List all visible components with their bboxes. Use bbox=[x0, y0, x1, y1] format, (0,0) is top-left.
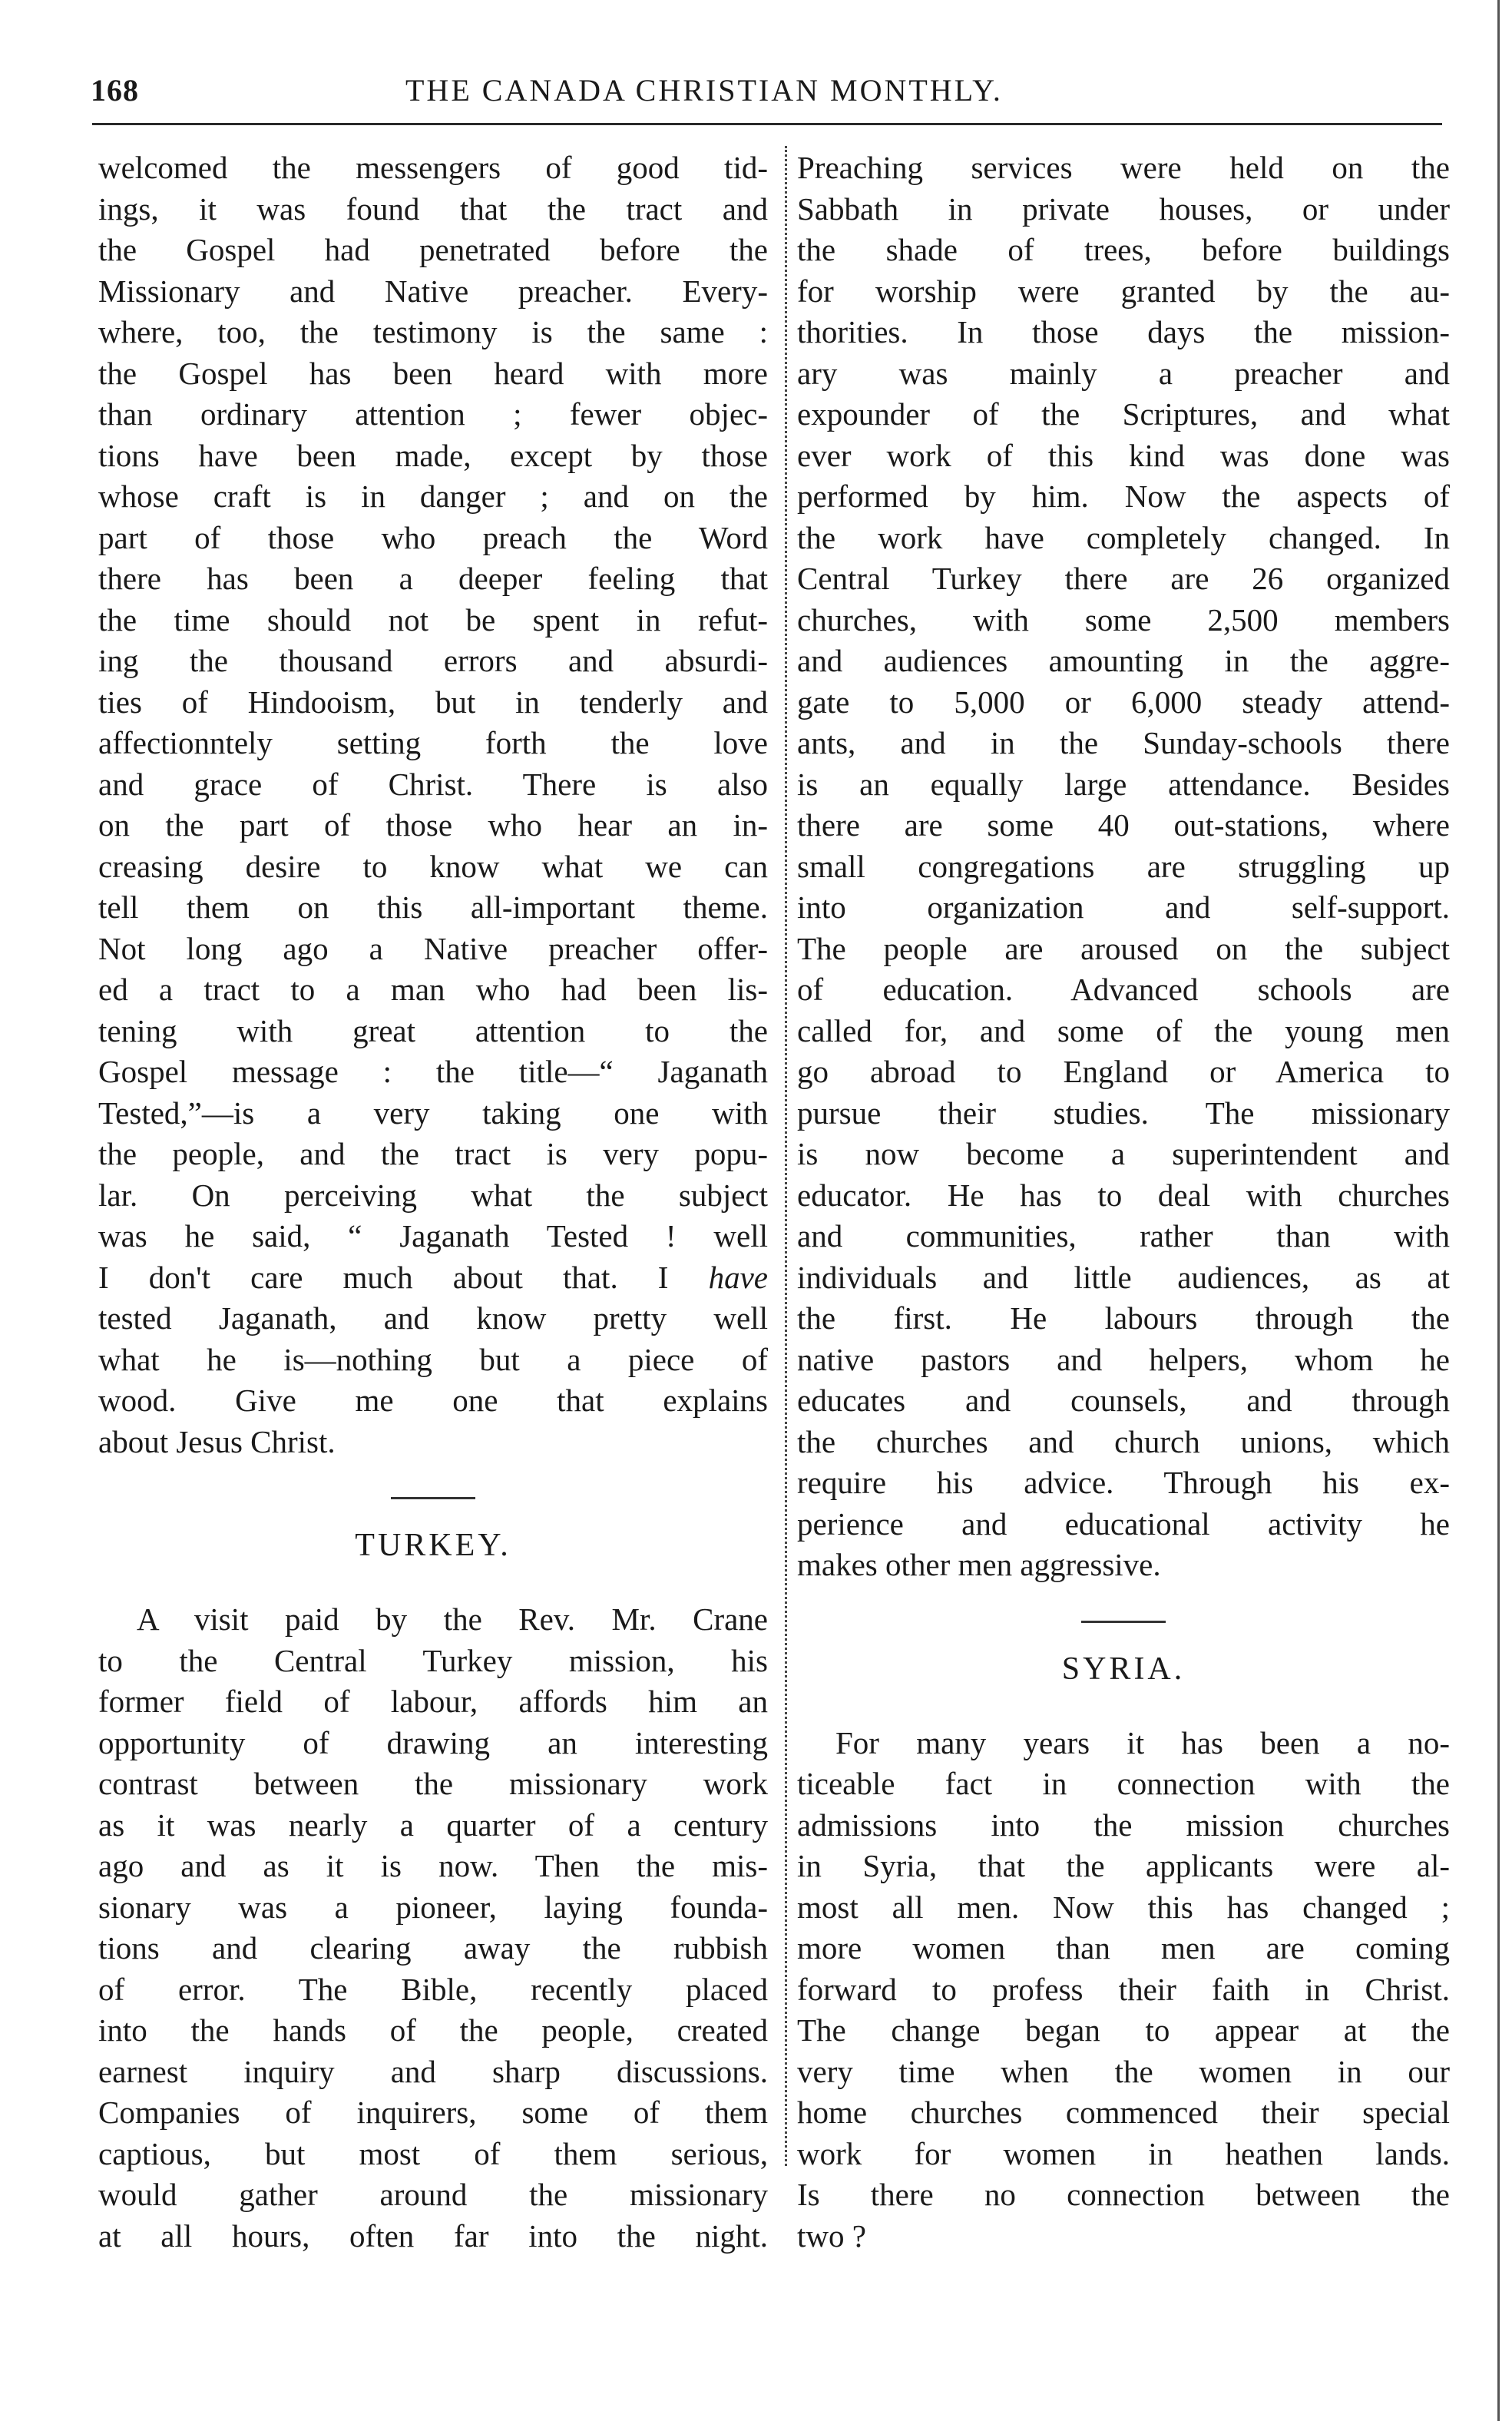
text-line: thorities. In those days the mission- bbox=[797, 314, 1450, 349]
text-line: require his advice. Through his ex- bbox=[797, 1465, 1450, 1500]
text-line: ed a tract to a man who had been lis- bbox=[98, 972, 768, 1007]
text-line: and audiences amounting in the aggre- bbox=[797, 643, 1450, 678]
text-line: Not long ago a Native preacher offer- bbox=[98, 930, 768, 966]
text-line: educates and counsels, and through bbox=[797, 1383, 1450, 1418]
text-line: called for, and some of the young men bbox=[797, 1012, 1450, 1048]
text-line: tions and clearing away the rubbish bbox=[98, 1930, 768, 1966]
text-line: individuals and little audiences, as at bbox=[797, 1259, 1450, 1295]
text-line: makes other men aggressive. bbox=[797, 1547, 1161, 1582]
text-line: Sabbath in private houses, or under bbox=[797, 190, 1450, 227]
header-rule bbox=[92, 123, 1442, 125]
text-line: there has been a deeper feeling that bbox=[98, 561, 768, 596]
text-line: part of those who preach the Word bbox=[98, 519, 768, 555]
text-line: about Jesus Christ. bbox=[98, 1423, 336, 1459]
text-line: is an equally large attendance. Besides bbox=[797, 766, 1450, 802]
section-spacer bbox=[98, 1499, 768, 1522]
turkey-article-continued bbox=[797, 147, 1450, 1586]
text-line: ticeable fact in connection with the bbox=[797, 1766, 1450, 1801]
text-line: ing the thousand errors and absurdi- bbox=[98, 643, 768, 678]
text-line: of education. Advanced schools are bbox=[797, 972, 1450, 1007]
text-line: and grace of Christ. There is also bbox=[98, 766, 768, 802]
text-line: more women than men are coming bbox=[797, 1930, 1450, 1966]
text-line: into the hands of the people, created bbox=[98, 2012, 768, 2048]
text-line: as it was nearly a quarter of a century bbox=[98, 1807, 768, 1843]
text-line: than ordinary attention ; fewer objec- bbox=[98, 396, 768, 432]
text-line: forward to profess their faith in Christ. bbox=[797, 1971, 1450, 2007]
text-line: in Syria, that the applicants were al- bbox=[797, 1848, 1450, 1883]
emphasized-word: have bbox=[708, 1259, 768, 1295]
text-line: and communities, rather than with bbox=[797, 1218, 1450, 1254]
text-line: A visit paid by the Rev. Mr. Crane bbox=[137, 1601, 768, 1637]
text-line: two ? bbox=[797, 2217, 866, 2254]
text-line: tions have been made, except by those bbox=[98, 437, 768, 473]
text-line: the work have completely changed. In bbox=[797, 519, 1450, 555]
text-line: Missionary and Native preacher. Every- bbox=[98, 273, 768, 309]
text-line: at all hours, often far into the night. bbox=[98, 2217, 768, 2254]
text-line: The change began to appear at the bbox=[797, 2012, 1450, 2048]
text-line: ties of Hindooism, but in tenderly and bbox=[98, 684, 768, 720]
text-line: tening with great attention to the bbox=[98, 1012, 768, 1048]
text-line: there are some 40 out-stations, where bbox=[797, 807, 1450, 843]
text-line: The people are aroused on the subject bbox=[797, 930, 1450, 966]
text-line: admissions into the mission churches bbox=[797, 1807, 1450, 1843]
text-line: the Gospel has been heard with more bbox=[98, 355, 768, 391]
text-line: Tested,”—is a very taking one with bbox=[98, 1095, 768, 1131]
text-line: where, too, the testimony is the same : bbox=[98, 314, 768, 349]
text-line: the Gospel had penetrated before the bbox=[98, 232, 768, 267]
text-line: the time should not be spent in refut- bbox=[98, 601, 768, 638]
text-line: the shade of trees, before buildings bbox=[797, 232, 1450, 267]
text-line: Preaching services were held on the bbox=[797, 150, 1450, 185]
text-line: expounder of the Scriptures, and what bbox=[797, 396, 1450, 432]
text-line: ants, and in the Sunday-schools there bbox=[797, 725, 1450, 760]
text-line: wood. Give me one that explains bbox=[98, 1383, 768, 1418]
page-header bbox=[91, 72, 1442, 118]
text-line: very time when the women in our bbox=[797, 2053, 1450, 2089]
right-column bbox=[797, 147, 1450, 2257]
text-line: welcomed the messengers of good tid- bbox=[98, 150, 768, 185]
text-line: churches, with some 2,500 members bbox=[797, 601, 1450, 638]
text-line: of error. The Bible, recently placed bbox=[98, 1971, 768, 2007]
text-line: educator. He has to deal with churches bbox=[797, 1177, 1450, 1213]
text-line: was he said, “ Jaganath Tested ! well bbox=[98, 1218, 768, 1254]
text-line: the churches and church unions, which bbox=[797, 1423, 1450, 1459]
text-line: creasing desire to know what we can bbox=[98, 848, 768, 884]
text-line-with-emphasis bbox=[98, 1257, 768, 1299]
text-line: into organization and self-support. bbox=[797, 889, 1450, 925]
text-line: Is there no connection between the bbox=[797, 2177, 1450, 2212]
text-line: the first. He labours through the bbox=[797, 1300, 1450, 1336]
running-title: THE CANADA CHRISTIAN MONTHLY. bbox=[405, 73, 1003, 108]
text-line: sionary was a pioneer, laying founda- bbox=[98, 1889, 768, 1925]
section-spacer bbox=[797, 1623, 1450, 1646]
page-number: 168 bbox=[91, 73, 139, 108]
text-line: performed by him. Now the aspects of bbox=[797, 479, 1450, 514]
section-heading-syria: SYRIA. bbox=[1061, 1651, 1186, 1687]
text-line: is now become a superintendent and bbox=[797, 1136, 1450, 1171]
text-line: whose craft is in danger ; and on the bbox=[98, 479, 768, 514]
column-divider bbox=[785, 146, 787, 2166]
text-line: lar. On perceiving what the subject bbox=[98, 1177, 768, 1213]
syria-article bbox=[797, 1723, 1450, 2257]
text-line: ever work of this kind was done was bbox=[797, 437, 1450, 473]
text-line: former field of labour, affords him an bbox=[98, 1684, 768, 1719]
text-line: captious, but most of them serious, bbox=[98, 2135, 768, 2171]
text-line: home churches commenced their special bbox=[797, 2095, 1450, 2130]
text-line: ary was mainly a preacher and bbox=[797, 355, 1450, 391]
text-line: most all men. Now this has changed ; bbox=[797, 1889, 1450, 1925]
section-spacer bbox=[98, 1568, 768, 1599]
text-line: ago and as it is now. Then the mis- bbox=[98, 1848, 768, 1883]
text-line: opportunity of drawing an interesting bbox=[98, 1724, 768, 1760]
text-line: on the part of those who hear an in- bbox=[98, 807, 768, 843]
text-line: For many years it has been a no- bbox=[835, 1724, 1450, 1760]
text-line: gate to 5,000 or 6,000 steady attend- bbox=[797, 684, 1450, 720]
india-continued-article bbox=[98, 147, 768, 1462]
text-line: pursue their studies. The missionary bbox=[797, 1095, 1450, 1131]
text-line: would gather around the missionary bbox=[98, 2177, 768, 2212]
text-line: earnest inquiry and sharp discussions. bbox=[98, 2053, 768, 2089]
text-line: native pastors and helpers, whom he bbox=[797, 1341, 1450, 1377]
section-spacer bbox=[797, 1692, 1450, 1723]
text-line: for worship were granted by the au- bbox=[797, 273, 1450, 309]
section-heading-turkey: TURKEY. bbox=[355, 1528, 511, 1563]
text-line: perience and educational activity he bbox=[797, 1505, 1450, 1542]
section-spacer bbox=[98, 1462, 768, 1497]
text-line: the people, and the tract is very popu- bbox=[98, 1136, 768, 1171]
text-line: affectionntely setting forth the love bbox=[98, 725, 768, 760]
text-line: go abroad to England or America to bbox=[797, 1054, 1450, 1089]
text-line: small congregations are struggling up bbox=[797, 848, 1450, 884]
text-line: tell them on this all-important theme. bbox=[98, 889, 768, 925]
section-spacer bbox=[797, 1586, 1450, 1621]
page-edge-rule bbox=[1497, 0, 1500, 2421]
text-line: ings, it was found that the tract and bbox=[98, 190, 768, 227]
text-line: work for women in heathen lands. bbox=[797, 2135, 1450, 2171]
turkey-article bbox=[98, 1599, 768, 2257]
text-line: what he is—nothing but a piece of bbox=[98, 1341, 768, 1377]
text-line: Central Turkey there are 26 organized bbox=[797, 561, 1450, 596]
left-column bbox=[98, 147, 768, 2257]
text-line: Gospel message : the title—“ Jaganath bbox=[98, 1054, 768, 1089]
text-line: Companies of inquirers, some of them bbox=[98, 2095, 768, 2130]
text-line: contrast between the missionary work bbox=[98, 1766, 768, 1801]
text-line: tested Jaganath, and know pretty well bbox=[98, 1300, 768, 1336]
text-line: to the Central Turkey mission, his bbox=[98, 1642, 768, 1678]
text-line-segment: I don't care much about that. I bbox=[98, 1259, 709, 1295]
